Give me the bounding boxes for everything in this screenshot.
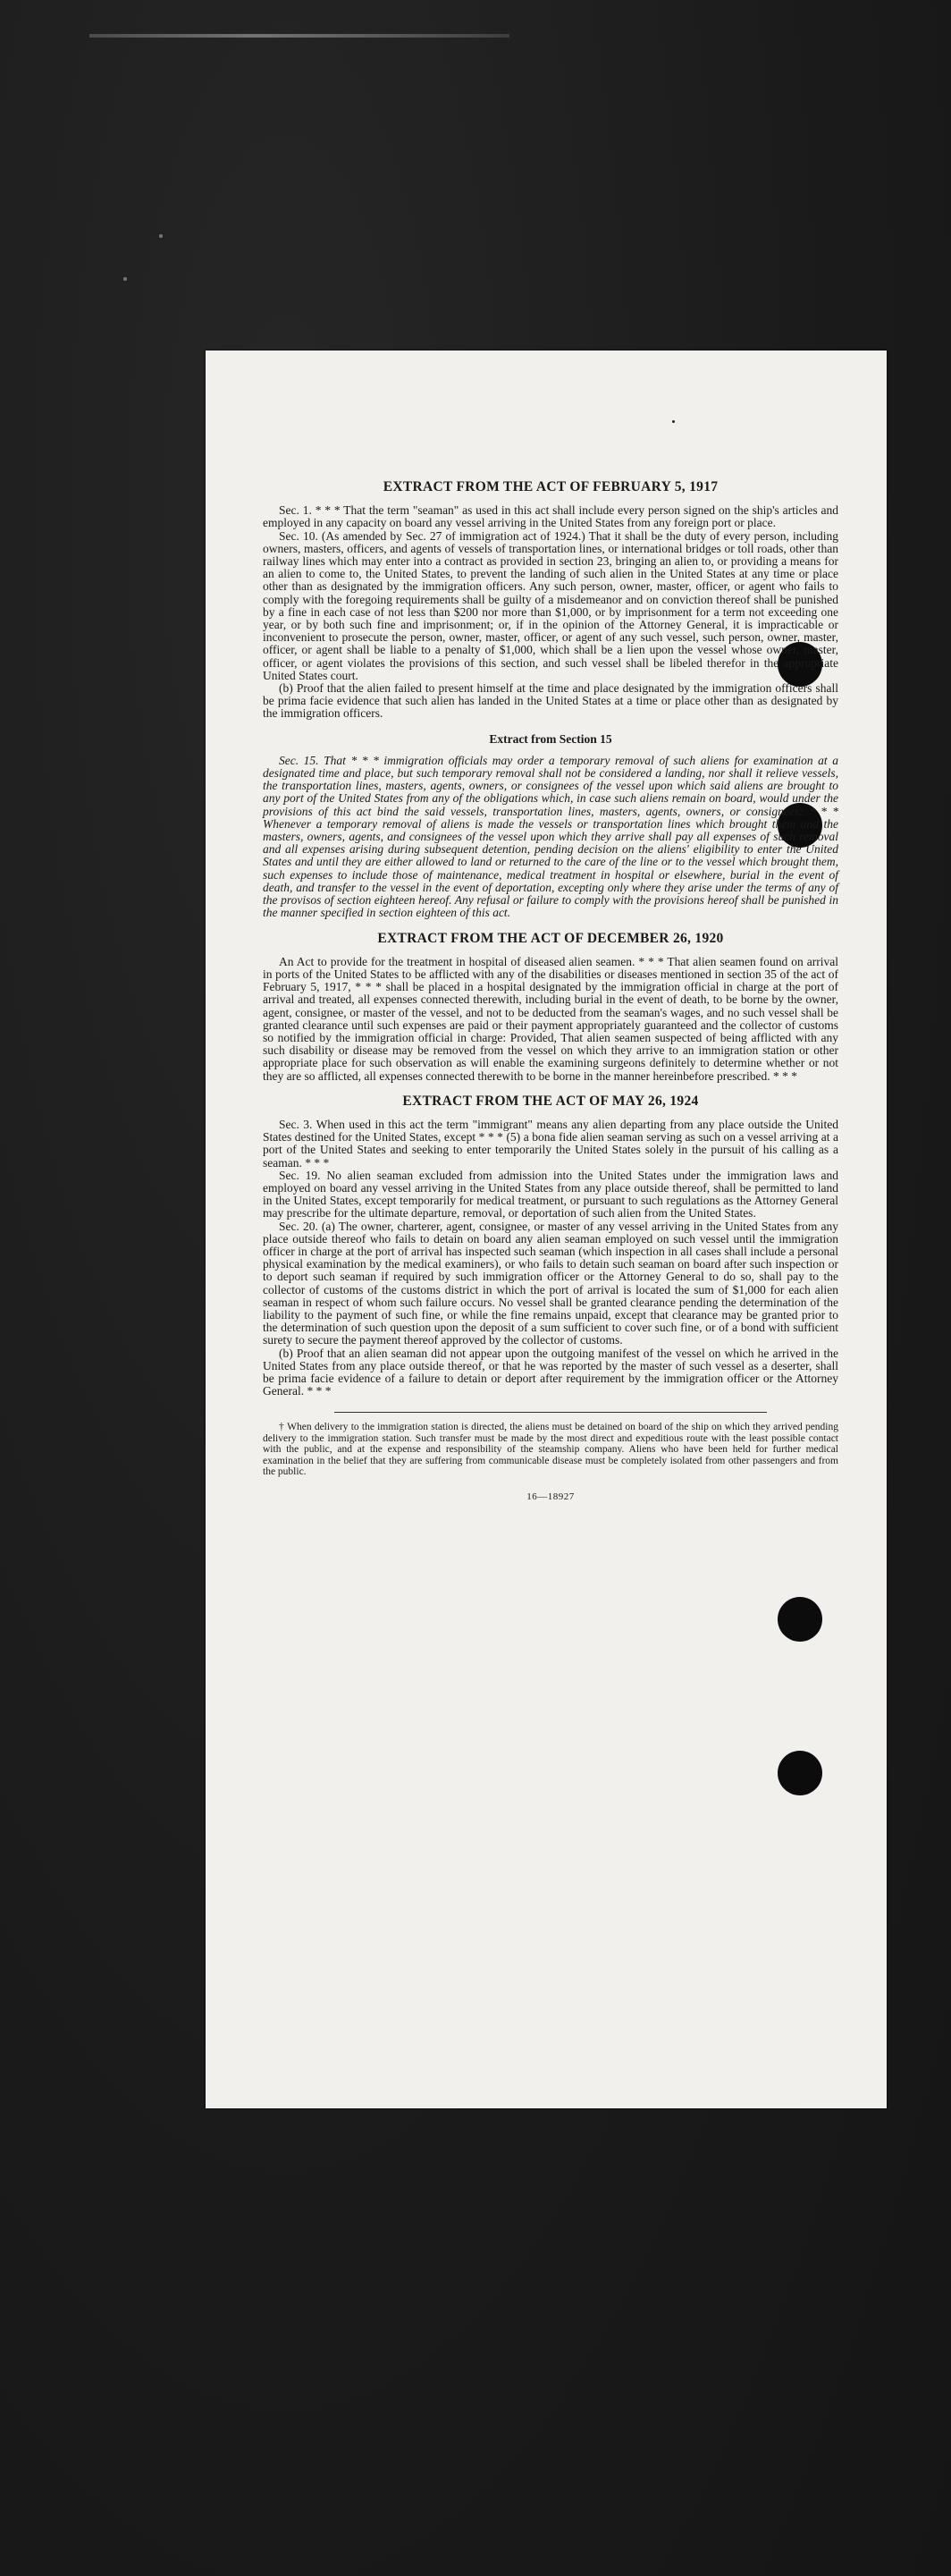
paragraph-sec10: Sec. 10. (As amended by Sec. 27 of immigration act of 1924.) That it shall be the duty of every person, including owners, masters, officers, and agents of vessels of transportation lines, or international bridges or toll roads, other than railway lines which may enter into a contract as provided in section 23, bringing an alien to, or providing a means for an alien to come to, the United States, to prevent the landing of such alien in the United States at any time or place other than as designated by the immigration officers. Any such person, owner, master, officer, or agent who fails to comply with the foregoing requirements shall be guilty of a misdemeanor and on conviction thereof shall be punished by a fine in each case of not less than $200 nor more than $1,000, or by imprisonment for a term not exceeding one year, or by both such fine and imprisonment; or, if in the opinion of the Attorney General, it is impracticable or inconvenient to prosecute the person, owner, master, officer, or agent of any such vessel, such person, owner, master, officer, or agent shall be liable to a penalty of $1,000, which shall be a lien upon the vessel whose owner, master, officer, or agent violates the provisions of this section, and such vessel shall be libeled therefor in the appropriate United States court. — [263, 528, 838, 682]
document-page — [206, 351, 887, 2108]
paragraph-sec15: Sec. 15. That * * * immigration officials may order a temporary removal of such aliens for examination at a designated time and place, but such temporary removal shall not be considered a landing, nor shall it relieve vessels, the transportation lines, masters, agents, owners, or consignees of the vessel upon which said aliens are brought to any port of the United States from any of the obligations which, in case such aliens remain on board, would under the provisions of this act bind the said vessels, transportation lines, masters, agents, owners, or consignees: * * * Whenever a temporary removal of aliens is made the vessels or transportation lines which brought them and the masters, owners, agents, and consignees of the vessel upon which they arrive shall pay all expenses of such removal and all expenses arising during subsequent detention, pending decision on the aliens' eligibility to enter the United States and until they are either allowed to land or returned to the care of the line or to the vessel which brought them, such expenses to include those of maintenance, medical treatment in hospital or elsewhere, burial in the event of death, and transfer to the vessel in the event of deportation, excepting only where they arise under the terms of any of the provisos of section eighteen hereof. Any refusal or failure to comply with the provisions hereof shall be punished in the manner specified in section eighteen of this act. — [263, 753, 838, 920]
footnote-divider — [334, 1412, 767, 1413]
scan-artifact-streak — [89, 34, 509, 38]
footnote: † When delivery to the immigration station is directed, the aliens must be detained on board of the ship on which they arrived pending delivery to the immigration station. Such transfer must be made by the most direct and expeditious route with the least possible contact with the public, and at the expense and responsibility of the steamship company. Aliens who have been held for further medical examination in the belief that they are suffering from communicable disease must be completely isolated from other passengers and from the public. — [263, 1422, 838, 1478]
punch-hole-4 — [778, 1751, 822, 1795]
form-number: 16—18927 — [526, 1491, 575, 1502]
paragraph-sec10b: (b) Proof that the alien failed to present himself at the time and place designated by the immigration officers shall be prima facie evidence that such alien has landed in the United States at a time or place other than as designated by the immigration officers. — [263, 681, 838, 721]
punch-hole-3 — [778, 1597, 822, 1642]
paragraph-act-1920: An Act to provide for the treatment in hospital of diseased alien seamen. * * * That alien seamen found on arrival in ports of the United States to be afflicted with any of the disabilities or diseases mentioned in section 35 of the act of February 5, 1917, * * * shall be placed in a hospital designated by the immigration official in charge at the port of arrival and treated, all expenses connected therewith, including burial in the event of death, to be borne by the owner, agent, consignee, or master of the vessel, and not to be deducted from the seaman's wages, and no such vessel shall be granted clearance until such expenses are paid or their payment appropriately guaranteed and the collector of customs so notified by the immigration official in charge: Provided, That alien seamen suspected of being afflicted with any such disability or disease may be removed from the vessel on which they arrive to an immigration station or other appropriate place for such observation as will enable the examining surgeons definitely to determine whether or not they are so afflicted, all expenses connected therewith to be borne in the manner hereinbefore prescribed. * * * — [263, 954, 838, 1083]
document-body — [263, 481, 838, 1503]
heading-act-1917: EXTRACT FROM THE ACT OF FEBRUARY 5, 1917 — [383, 479, 719, 494]
paragraph-1924-sec20: Sec. 20. (a) The owner, charterer, agent, consignee, or master of any vessel arriving in the United States from any place outside thereof who fails to detain on board any alien seaman employed on such vessel until the immigration officer in charge at the port of arrival has inspected such seaman (which inspection in all cases shall include a personal physical examination by the medical examiners), or who fails to detain such seaman on board after such inspection or to deport such seaman if required by such immigration officer or the Attorney General to do so, shall pay to the collector of customs of the customs district in which the port of arrival is located the sum of $1,000 for each alien seaman in respect of whom such failure occurs. No vessel shall be granted clearance pending the determination of the liability to the payment of such fine, or while the fine remains unpaid, except that clearance may be granted prior to the determination of such question upon the deposit of a sum sufficient to cover such fine, or of a bond with sufficient surety to secure the payment thereof approved by the collector of customs. — [263, 1219, 838, 1347]
paragraph-sec1: Sec. 1. * * * That the term "seaman" as used in this act shall include every person signed on the ship's articles and employed in any capacity on board any vessel arriving in the United States from any foreign port or place. — [263, 503, 838, 530]
page-mark — [672, 420, 675, 423]
scan-speck — [123, 277, 127, 281]
subheading-section-15: Extract from Section 15 — [489, 731, 612, 746]
paragraph-1924-sec20b: (b) Proof that an alien seaman did not appear upon the outgoing manifest of the vessel on which he arrived in the United States from any place outside thereof, or that he was reported by the master of such vessel as a deserter, shall be prima facie evidence of a failure to detain or deport after requirement by the immigration officer or the Attorney General. * * * — [263, 1346, 838, 1398]
scan-speck — [159, 234, 163, 238]
paragraph-1924-sec3: Sec. 3. When used in this act the term "immigrant" means any alien departing from any place outside the United States destined for the United States, except * * * (5) a bona fide alien seaman serving as such on a vessel arriving at a port of the United States and seeking to enter temporarily the United States solely in the pursuit of his calling as a seaman. * * * — [263, 1117, 838, 1170]
heading-act-1920: EXTRACT FROM THE ACT OF DECEMBER 26, 1920 — [377, 930, 724, 946]
paragraph-1924-sec19: Sec. 19. No alien seaman excluded from admission into the United States under the immigration laws and employed on board any vessel arriving in the United States from any place outside thereof, shall be permitted to land in the United States, except temporarily for medical treatment, or pursuant to such regulations as the Attorney General may prescribe for the ultimate departure, removal, or deportation of such alien from the United States. — [263, 1168, 838, 1220]
heading-act-1924: EXTRACT FROM THE ACT OF MAY 26, 1924 — [402, 1093, 699, 1109]
